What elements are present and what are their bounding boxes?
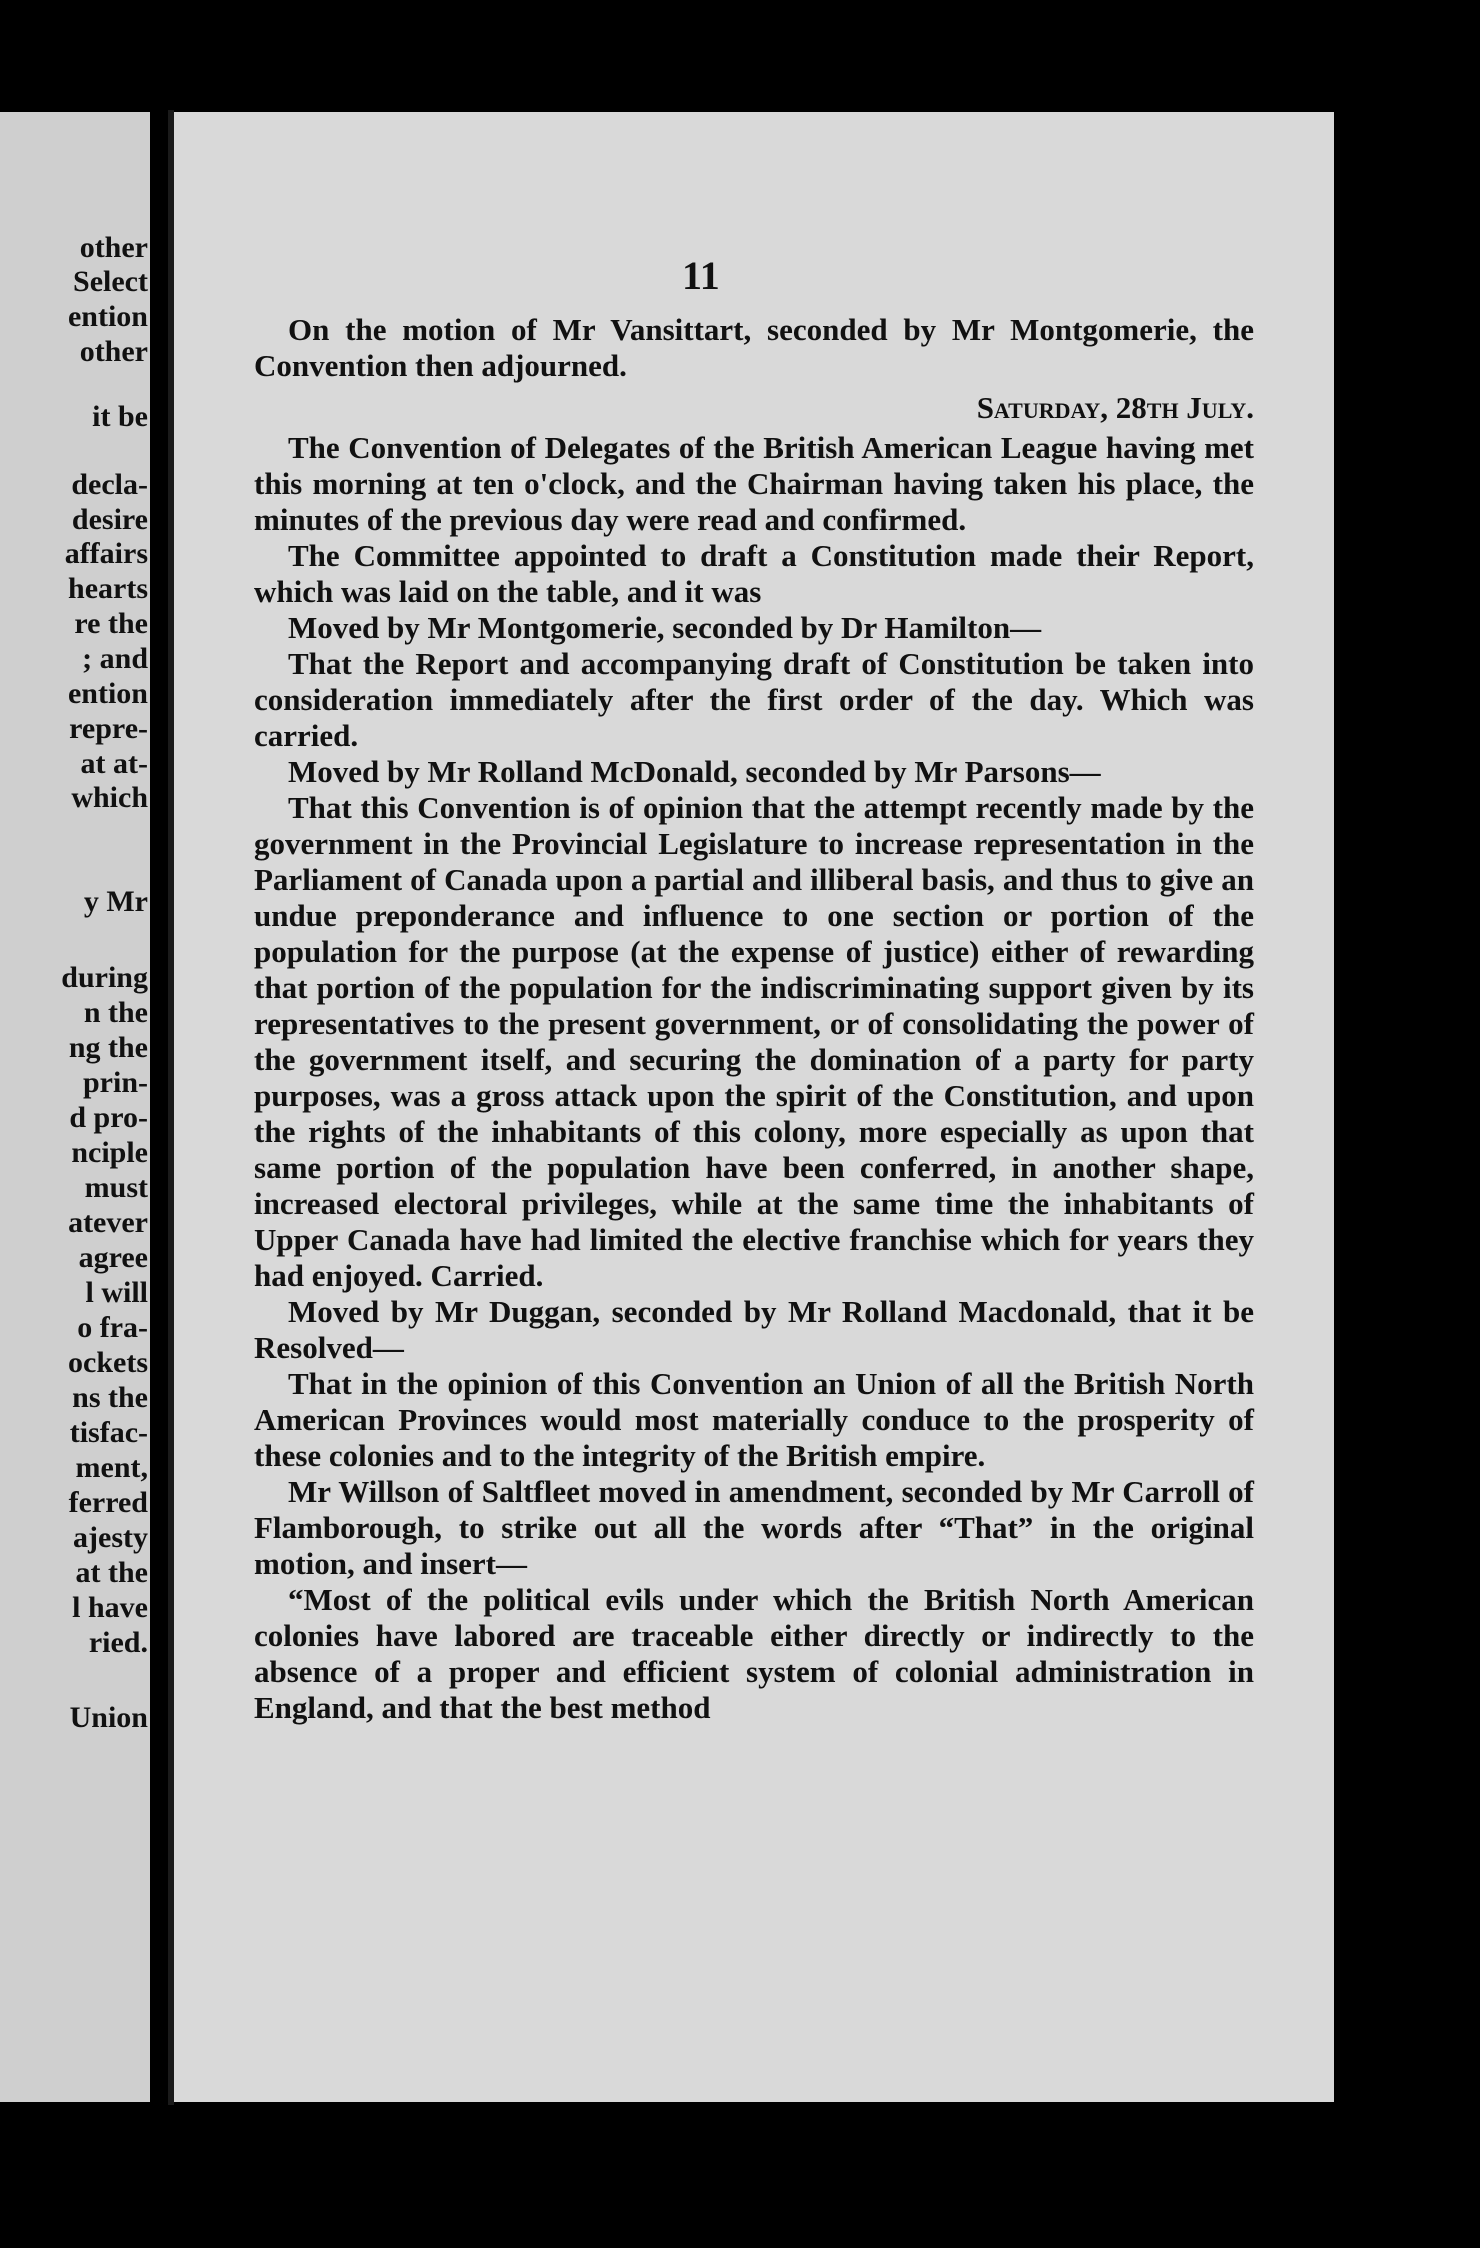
left-page-fragment bbox=[0, 112, 150, 2102]
paragraph-quotation: “Most of the political evils under which the British North American colonies have labored are traceable either directly or indirectly to the absence of a proper and efficient system of colonial administration in England, and that the best method bbox=[254, 1582, 1254, 1725]
left-page-line: d pro- bbox=[69, 1101, 148, 1134]
left-page-line: must bbox=[84, 1171, 148, 1204]
left-page-line: ns the bbox=[72, 1381, 148, 1414]
left-page-line: desire bbox=[71, 503, 148, 536]
main-page bbox=[174, 112, 1334, 2102]
left-page-line: at at- bbox=[80, 747, 148, 780]
left-page-line: agree bbox=[78, 1241, 148, 1274]
left-page-line: ention bbox=[67, 677, 148, 710]
left-page-line: it be bbox=[92, 400, 148, 433]
left-page-line: prin- bbox=[82, 1066, 148, 1099]
left-page-line: ajesty bbox=[73, 1521, 148, 1554]
left-page-line: tisfac- bbox=[69, 1416, 148, 1449]
paragraph-motion: Moved by Mr Rolland McDonald, seconded by Mr Parsons— bbox=[288, 754, 1101, 789]
left-page-line: ried. bbox=[88, 1626, 148, 1659]
left-page-line: n the bbox=[83, 996, 148, 1029]
left-page-line: ention bbox=[67, 300, 148, 333]
left-page-line: ment, bbox=[75, 1451, 148, 1484]
left-page-line: ferred bbox=[68, 1486, 148, 1519]
left-page-line: Union bbox=[69, 1701, 148, 1734]
paragraph-motion: Moved by Mr Montgomerie, seconded by Dr Hamilton— bbox=[288, 610, 1042, 645]
left-page-line: ng the bbox=[68, 1031, 148, 1064]
left-page-line: re the bbox=[74, 607, 148, 640]
paragraph-adjournment: On the motion of Mr Vansittart, seconded by Mr Montgomerie, the Convention then adjourned. bbox=[254, 312, 1254, 383]
left-page-line: which bbox=[71, 781, 148, 814]
paragraph-convention-met: The Convention of Delegates of the British American League having met this morning at ten o'clock, and the Chairman having taken his place, the minutes of the previous day were read and confirmed. bbox=[254, 430, 1254, 537]
left-page-line: y Mr bbox=[83, 885, 148, 918]
left-page-line: during bbox=[61, 961, 148, 994]
left-page-line: o fra- bbox=[77, 1311, 148, 1344]
date-heading: Saturday, 28th July. bbox=[976, 390, 1254, 425]
left-page-line: Select bbox=[73, 265, 148, 298]
left-page-line: affairs bbox=[64, 537, 148, 570]
paragraph-resolution: That this Convention is of opinion that the attempt recently made by the government in the Provincial Legislature to increase representation in the Parliament of Canada upon a partial and illiberal basis, and thus to give an undue preponderance and influence to one section or portion of the population for the purpose (at the expense of justice) either of rewarding that portion of the population for the indiscriminating support given by its representatives to the present government, or of consolidating the power of the government itself, and securing the domination of a party for party purposes, was a gross attack upon the spirit of the Constitution, and upon the rights of the inhabitants of this colony, more especially as upon that same portion of the population have been conferred, in another shape, increased electoral privileges, while at the same time the inhabitants of Upper Canada have had limited the elective franchise which for years they had enjoyed. Carried. bbox=[254, 790, 1254, 1293]
left-page-line: hearts bbox=[68, 572, 148, 605]
left-page-line: atever bbox=[68, 1206, 148, 1239]
left-page-line: l will bbox=[85, 1276, 148, 1309]
left-page-line: other bbox=[79, 231, 148, 264]
page-number: 11 bbox=[682, 253, 720, 298]
page-body bbox=[254, 312, 1254, 1726]
paragraph-motion: Moved by Mr Duggan, seconded by Mr Rolland Macdonald, that it be Resolved— bbox=[254, 1294, 1254, 1365]
paragraph-resolution: That the Report and accompanying draft of Constitution be taken into consideration immediately after the first order of the day. Which was carried. bbox=[254, 646, 1254, 753]
left-page-line: at the bbox=[75, 1556, 148, 1589]
left-page-line: l have bbox=[72, 1591, 148, 1624]
paragraph-amendment: Mr Willson of Saltfleet moved in amendment, seconded by Mr Carroll of Flamborough, to strike out all the words after “That” in the original motion, and insert— bbox=[254, 1474, 1254, 1581]
paragraph-committee-report: The Committee appointed to draft a Constitution made their Report, which was laid on the table, and it was bbox=[254, 538, 1254, 609]
paragraph-resolution: That in the opinion of this Convention an Union of all the British North American Provinces would most materially conduce to the prosperity of these colonies and to the integrity of the British empire. bbox=[254, 1366, 1254, 1473]
left-page-line: decla- bbox=[71, 468, 148, 501]
left-page-line: ockets bbox=[68, 1346, 148, 1379]
left-page-line: other bbox=[79, 335, 148, 368]
left-page-line: nciple bbox=[71, 1136, 148, 1169]
left-page-line: repre- bbox=[69, 712, 148, 745]
left-page-line: ; and bbox=[82, 642, 148, 675]
